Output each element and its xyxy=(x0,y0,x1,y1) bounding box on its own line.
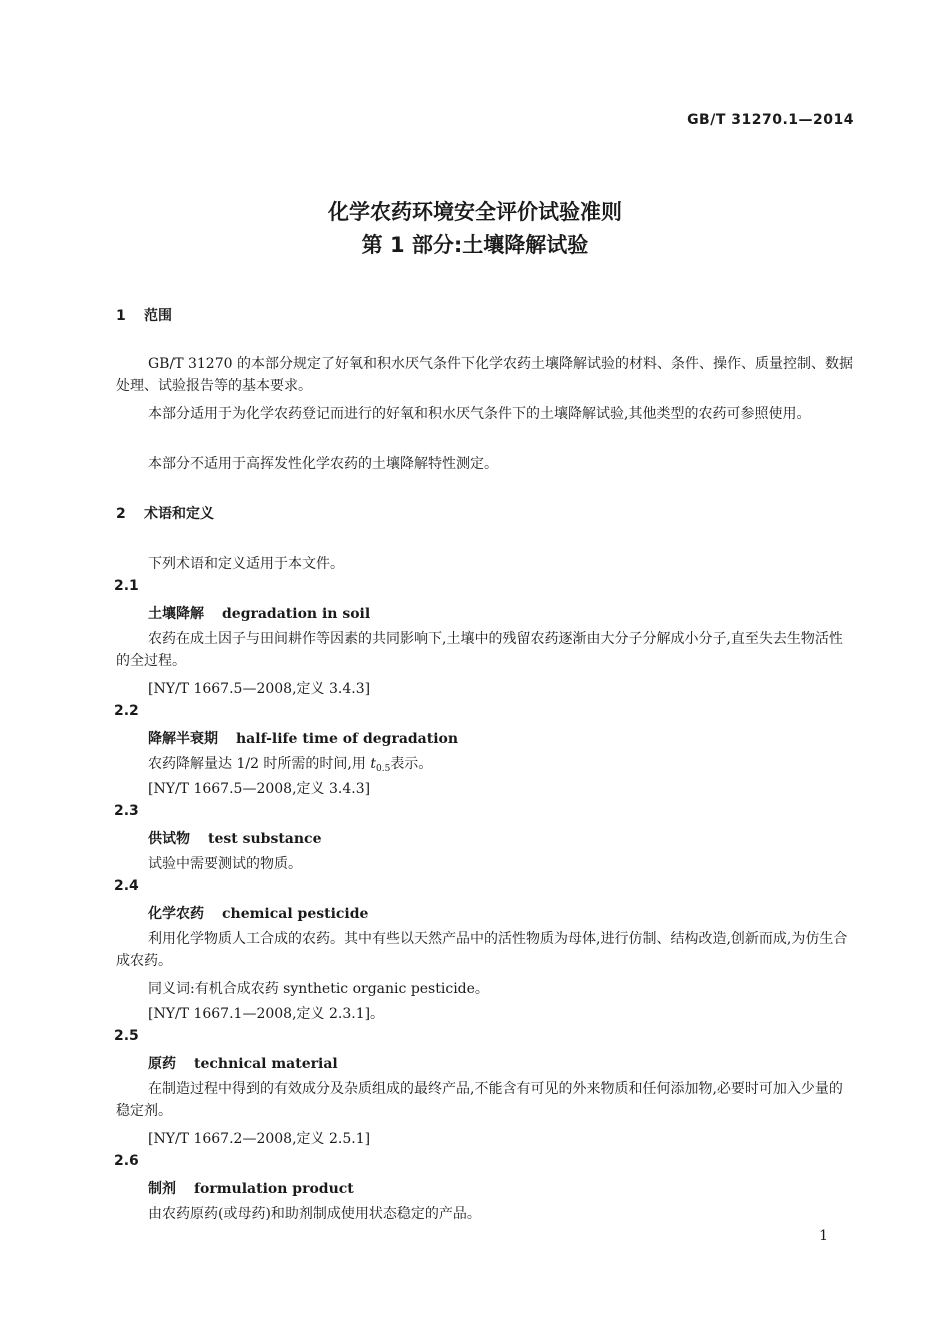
section-title: 术语和定义 xyxy=(144,506,214,522)
section-1-heading xyxy=(116,305,172,325)
term-definition xyxy=(148,753,432,774)
section-2-heading xyxy=(116,503,214,523)
section-number: 1 xyxy=(116,308,126,324)
term-number: 2.3 xyxy=(114,803,139,819)
term-en: chemical pesticide xyxy=(222,906,369,922)
section-number: 2 xyxy=(116,506,126,522)
half-life-subscript: 0.5 xyxy=(375,764,391,774)
term-number: 2.2 xyxy=(114,703,139,719)
term-definition: 由农药原药(或母药)和助剂制成使用状态稳定的产品。 xyxy=(148,1206,481,1222)
scope-paragraph-2: 本部分适用于为化学农药登记而进行的好氧和积水厌气条件下的土壤降解试验,其他类型的农药可参照使用。 xyxy=(148,406,811,422)
term-heading xyxy=(148,828,321,848)
term-en: test substance xyxy=(208,831,322,847)
term-source: [NY/T 1667.5—2008,定义 3.4.3] xyxy=(148,781,371,797)
term-heading xyxy=(148,603,370,623)
term-definition: 在制造过程中得到的有效成分及杂质组成的最终产品,不能含有可见的外来物质和任何添加物,必要时可加入少量的稳定剂。 xyxy=(116,1081,843,1119)
term-source: [NY/T 1667.1—2008,定义 2.3.1]。 xyxy=(148,1006,385,1022)
term-definition: 利用化学物质人工合成的农药。其中有些以天然产品中的活性物质为母体,进行仿制、结构改造,创新而成,为仿生合成农药。 xyxy=(116,931,848,969)
term-synonym: 同义词:有机合成农药 synthetic organic pesticide。 xyxy=(148,981,489,997)
term-number: 2.1 xyxy=(114,578,139,594)
term-heading xyxy=(148,1053,338,1073)
term-number: 2.6 xyxy=(114,1153,139,1169)
term-zh: 制剂 xyxy=(148,1181,176,1197)
term-number: 2.5 xyxy=(114,1028,139,1044)
half-life-symbol: t xyxy=(370,756,376,772)
term-source: [NY/T 1667.2—2008,定义 2.5.1] xyxy=(148,1131,371,1147)
term-zh: 原药 xyxy=(148,1056,176,1072)
term-zh: 供试物 xyxy=(148,831,190,847)
term-heading xyxy=(148,728,458,748)
term-zh: 土壤降解 xyxy=(148,606,204,622)
term-zh: 化学农药 xyxy=(148,906,204,922)
definition-text: 表示。 xyxy=(390,756,433,772)
standard-code: GB/T 31270.1—2014 xyxy=(687,112,854,128)
term-en: technical material xyxy=(194,1056,338,1072)
term-heading xyxy=(148,903,368,923)
document-subtitle: 第 1 部分:土壤降解试验 xyxy=(361,233,589,257)
terms-intro: 下列术语和定义适用于本文件。 xyxy=(148,556,344,572)
term-en: degradation in soil xyxy=(222,606,371,622)
scope-paragraph-3: 本部分不适用于高挥发性化学农药的土壤降解特性测定。 xyxy=(148,456,498,472)
term-definition: 农药在成土因子与田间耕作等因素的共同影响下,土壤中的残留农药逐渐由大分子分解成小分子,直至失去生物活性的全过程。 xyxy=(116,631,843,669)
term-definition: 试验中需要测试的物质。 xyxy=(148,856,302,872)
term-number: 2.4 xyxy=(114,878,139,894)
term-heading xyxy=(148,1178,354,1198)
term-source: [NY/T 1667.5—2008,定义 3.4.3] xyxy=(148,681,371,697)
term-zh: 降解半衰期 xyxy=(148,731,218,747)
document-title: 化学农药环境安全评价试验准则 xyxy=(328,200,622,224)
scope-paragraph-1: GB/T 31270 的本部分规定了好氧和积水厌气条件下化学农药土壤降解试验的材料、条件、操作、质量控制、数据处理、试验报告等的基本要求。 xyxy=(116,356,853,394)
section-title: 范围 xyxy=(144,308,172,324)
page-number: 1 xyxy=(819,1228,828,1244)
definition-text: 农药降解量达 1/2 时所需的时间,用 xyxy=(148,756,371,772)
term-en: half-life time of degradation xyxy=(236,731,459,747)
term-en: formulation product xyxy=(194,1181,354,1197)
